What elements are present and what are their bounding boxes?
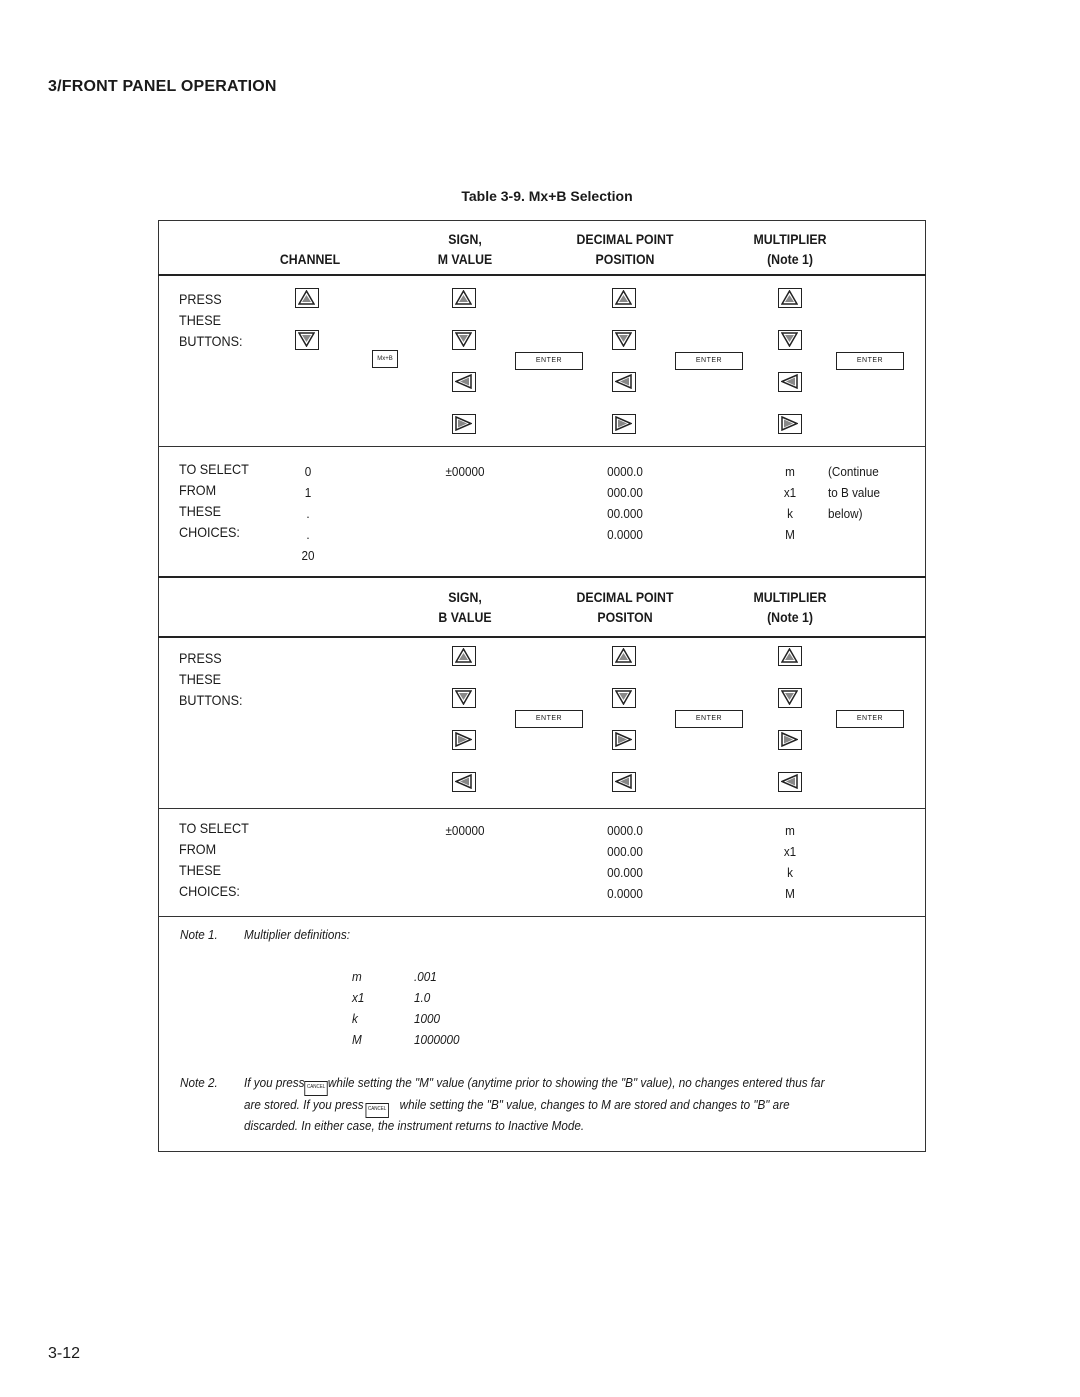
header-channel: CHANNEL <box>279 251 341 267</box>
down-arrow-icon <box>781 690 798 705</box>
right-arrow-icon <box>615 416 632 431</box>
multiplier-choice: m <box>785 464 795 479</box>
buttons-label: BUTTONS: <box>179 692 243 708</box>
down-arrow-key[interactable] <box>452 330 476 350</box>
decimal-choice: 000.00 <box>607 844 643 859</box>
sign-choice: ±00000 <box>445 464 485 479</box>
from-label: FROM <box>179 841 217 857</box>
multiplier-choice: k <box>787 865 793 880</box>
down-arrow-key[interactable] <box>612 688 636 708</box>
divider <box>158 274 926 276</box>
choices-label: CHOICES: <box>179 883 240 899</box>
multiplier-choice: x1 <box>783 844 797 859</box>
left-arrow-icon <box>781 374 798 389</box>
note2-line3: discarded. In either case, the instrument returns to Inactive Mode. <box>244 1118 585 1133</box>
to-select-label: TO SELECT <box>179 820 249 836</box>
enter-button[interactable]: ENTER <box>515 352 583 370</box>
right-arrow-key[interactable] <box>452 730 476 750</box>
multiplier-choice: M <box>785 886 795 901</box>
channel-choice: . <box>306 527 310 542</box>
mx-b-button[interactable]: Mx+B <box>372 350 398 368</box>
channel-choice: 1 <box>304 485 312 500</box>
decimal-choice: 000.00 <box>607 485 643 500</box>
right-arrow-icon <box>455 416 472 431</box>
divider <box>158 808 926 809</box>
multiplier-value: 1000 <box>414 1011 441 1026</box>
multiplier-symbol: x1 <box>352 990 365 1005</box>
right-arrow-icon <box>615 732 632 747</box>
left-arrow-icon <box>781 774 798 789</box>
header-note-ref: (Note 1) <box>767 251 813 267</box>
left-arrow-key[interactable] <box>452 372 476 392</box>
section-title: 3/FRONT PANEL OPERATION <box>48 78 277 95</box>
down-arrow-icon <box>781 332 798 347</box>
up-arrow-key[interactable] <box>778 646 802 666</box>
decimal-choice: 00.000 <box>607 865 643 880</box>
down-arrow-key[interactable] <box>452 688 476 708</box>
multiplier-choice: m <box>785 823 795 838</box>
continue-note: below) <box>828 506 863 521</box>
down-arrow-icon <box>455 690 472 705</box>
left-arrow-key[interactable] <box>778 372 802 392</box>
page-number: 3-12 <box>48 1345 81 1362</box>
note2-text: are stored. If you press <box>244 1097 364 1112</box>
down-arrow-icon <box>455 332 472 347</box>
multiplier-choice: M <box>785 527 795 542</box>
up-arrow-icon <box>455 290 472 305</box>
decimal-choice: 0000.0 <box>607 464 643 479</box>
right-arrow-key[interactable] <box>612 730 636 750</box>
up-arrow-icon <box>298 290 315 305</box>
from-label: FROM <box>179 482 217 498</box>
enter-button[interactable]: ENTER <box>515 710 583 728</box>
down-arrow-key[interactable] <box>612 330 636 350</box>
continue-note: (Continue <box>828 464 879 479</box>
left-arrow-icon <box>455 374 472 389</box>
buttons-label: BUTTONS: <box>179 333 243 349</box>
press-label: PRESS <box>179 650 222 666</box>
right-arrow-icon <box>781 416 798 431</box>
left-arrow-key[interactable] <box>452 772 476 792</box>
divider <box>158 636 926 638</box>
enter-button[interactable]: ENTER <box>836 352 904 370</box>
these-label: THESE <box>179 671 222 687</box>
multiplier-symbol: k <box>352 1011 358 1026</box>
right-arrow-key[interactable] <box>778 730 802 750</box>
these-label: THESE <box>179 862 222 878</box>
up-arrow-key[interactable] <box>295 288 319 308</box>
right-arrow-key[interactable] <box>452 414 476 434</box>
multiplier-symbol: M <box>352 1032 362 1047</box>
note1-title: Multiplier definitions: <box>244 927 351 942</box>
enter-button[interactable]: ENTER <box>675 352 743 370</box>
multiplier-choice: k <box>787 506 793 521</box>
enter-button[interactable]: ENTER <box>675 710 743 728</box>
down-arrow-key[interactable] <box>778 330 802 350</box>
enter-button[interactable]: ENTER <box>836 710 904 728</box>
up-arrow-icon <box>455 648 472 663</box>
right-arrow-icon <box>455 732 472 747</box>
up-arrow-icon <box>781 648 798 663</box>
decimal-choice: 0.0000 <box>607 886 643 901</box>
sign-choice: ±00000 <box>445 823 485 838</box>
channel-choice: . <box>306 506 310 521</box>
up-arrow-icon <box>615 290 632 305</box>
note2-label: Note 2. <box>180 1075 218 1090</box>
channel-choice: 20 <box>301 548 315 563</box>
left-arrow-key[interactable] <box>778 772 802 792</box>
down-arrow-icon <box>298 332 315 347</box>
multiplier-symbol: m <box>352 969 362 984</box>
decimal-choice: 0000.0 <box>607 823 643 838</box>
header-decimal-point: DECIMAL POINT <box>576 589 674 605</box>
to-select-label: TO SELECT <box>179 461 249 477</box>
header-multiplier: MULTIPLIER <box>753 589 827 605</box>
note2-line1 <box>244 1072 824 1096</box>
left-arrow-key[interactable] <box>612 772 636 792</box>
multiplier-value: 1.0 <box>414 990 431 1005</box>
right-arrow-icon <box>781 732 798 747</box>
down-arrow-icon <box>615 332 632 347</box>
header-note-ref: (Note 1) <box>767 609 813 625</box>
up-arrow-key[interactable] <box>612 646 636 666</box>
left-arrow-key[interactable] <box>612 372 636 392</box>
down-arrow-key[interactable] <box>295 330 319 350</box>
left-arrow-icon <box>615 774 632 789</box>
down-arrow-icon <box>615 690 632 705</box>
up-arrow-key[interactable] <box>452 646 476 666</box>
multiplier-choice: x1 <box>783 485 797 500</box>
up-arrow-icon <box>781 290 798 305</box>
up-arrow-icon <box>615 648 632 663</box>
cancel-key: CANCEL <box>304 1081 327 1096</box>
note2-text: while setting the "B" value, changes to M are stored and changes to "B" are <box>399 1097 790 1112</box>
table-caption: Table 3-9. Mx+B Selection <box>461 188 633 204</box>
header-multiplier: MULTIPLIER <box>753 231 827 247</box>
up-arrow-key[interactable] <box>612 288 636 308</box>
up-arrow-key[interactable] <box>778 288 802 308</box>
left-arrow-icon <box>615 374 632 389</box>
these-label: THESE <box>179 503 222 519</box>
decimal-choice: 0.0000 <box>607 527 643 542</box>
note2-text: while setting the "M" value (anytime prior to showing the "B" value), no changes entered thus far <box>327 1075 825 1090</box>
header-sign: SIGN, <box>448 589 482 605</box>
cancel-key: CANCEL <box>365 1103 388 1118</box>
down-arrow-key[interactable] <box>778 688 802 708</box>
header-decimal-point: DECIMAL POINT <box>576 231 674 247</box>
decimal-choice: 00.000 <box>607 506 643 521</box>
up-arrow-key[interactable] <box>452 288 476 308</box>
header-b-value: B VALUE <box>438 609 492 625</box>
multiplier-value: .001 <box>414 969 437 984</box>
divider <box>158 916 926 917</box>
divider <box>158 446 926 447</box>
choices-label: CHOICES: <box>179 524 240 540</box>
header-position: POSITION <box>595 251 655 267</box>
note1-label: Note 1. <box>180 927 218 942</box>
channel-choice: 0 <box>304 464 312 479</box>
header-position: POSITON <box>597 609 653 625</box>
press-label: PRESS <box>179 291 222 307</box>
note2-text: If you press <box>244 1075 305 1090</box>
divider <box>158 576 926 578</box>
continue-note: to B value <box>828 485 881 500</box>
header-m-value: M VALUE <box>437 251 493 267</box>
header-sign: SIGN, <box>448 231 482 247</box>
these-label: THESE <box>179 312 222 328</box>
multiplier-value: 1000000 <box>414 1032 460 1047</box>
right-arrow-key[interactable] <box>778 414 802 434</box>
right-arrow-key[interactable] <box>612 414 636 434</box>
left-arrow-icon <box>455 774 472 789</box>
